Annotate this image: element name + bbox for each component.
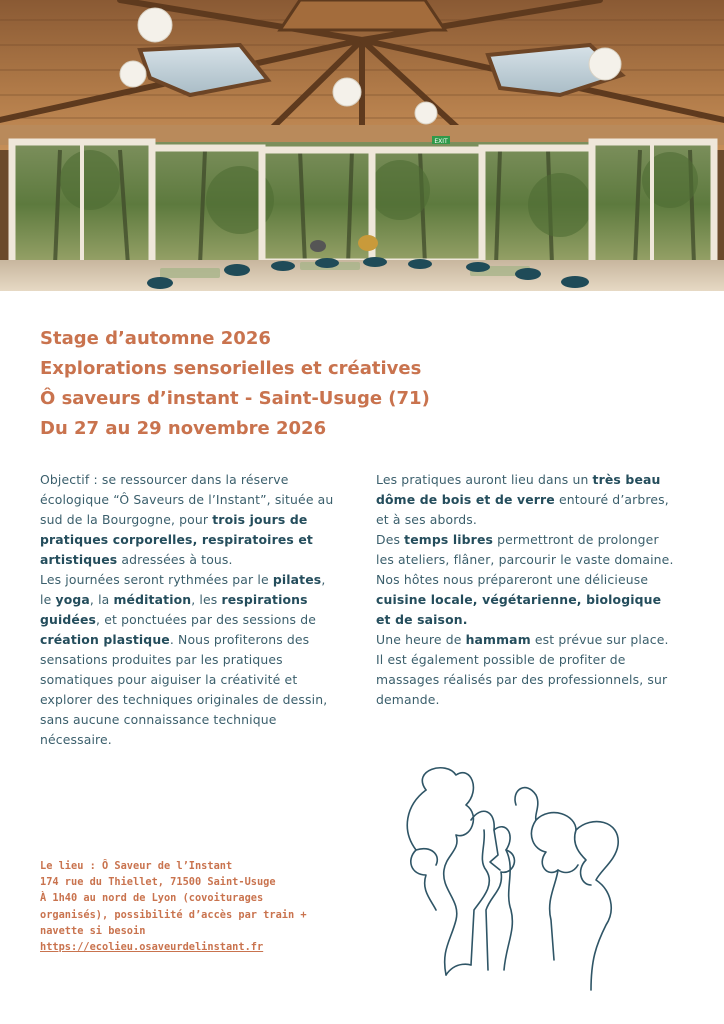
exit-sign: EXIT [434,138,448,145]
title-season: Stage d’automne 2026 [40,328,271,349]
hammam-paragraph: Une heure de hammam est prévue sur place. Il est également possible de profiter de massages réalisés par des professionnels, sur demande. [376,632,669,707]
objective-paragraph: Objectif : se ressourcer dans la réserve écologique “Ô Saveurs de l’Instant”, située au sud de la Bourgogne, pour trois jours de pratiques corporelles, respiratoires et artistiques adressées à tous. [40,472,334,567]
location-name: Le lieu : Ô Saveur de l’Instant [40,860,233,872]
title-venue: Ô saveurs d’instant - Saint-Usuge (71) [40,388,430,409]
program-paragraph: Les journées seront rythmées par le pilates, le yoga, la méditation, les respirations guidées, et ponctuées par des sessions de création plastique. Nous profiterons des sensations produites par les pratiques somatiques pour aiguiser la créativité et explorer des techniques originales de dessin, sans aucune connaissance technique nécessaire. [40,572,328,747]
title-dates: Du 27 au 29 novembre 2026 [40,418,327,439]
food-paragraph: Nos hôtes nous prépareront une délicieuse cuisine locale, végétarienne, biologique et de saison. [376,572,662,627]
location-address: 174 rue du Thiellet, 71500 Saint-Usuge [40,876,276,889]
description-right-column [376,470,676,710]
title-theme: Explorations sensorielles et créatives [40,358,422,379]
venue-paragraph: Les pratiques auront lieu dans un très beau dôme de bois et de verre entouré d’arbres, et à ses abords. [376,472,669,527]
location-access: À 1h40 au nord de Lyon (covoiturages organisés), possibilité d’accès par train + navette si besoin [40,892,307,937]
hero-photo [0,0,724,291]
location-block [40,858,320,955]
description-left-column [40,470,340,750]
website-link[interactable]: https://ecolieu.osaveurdelinstant.fr [40,941,264,954]
line-art-faces-icon [386,760,656,1000]
event-title-block [40,324,700,444]
free-time-paragraph: Des temps libres permettront de prolonger les ateliers, flâner, parcourir le vaste domaine. [376,532,674,567]
dome-interior-illustration [0,0,724,291]
